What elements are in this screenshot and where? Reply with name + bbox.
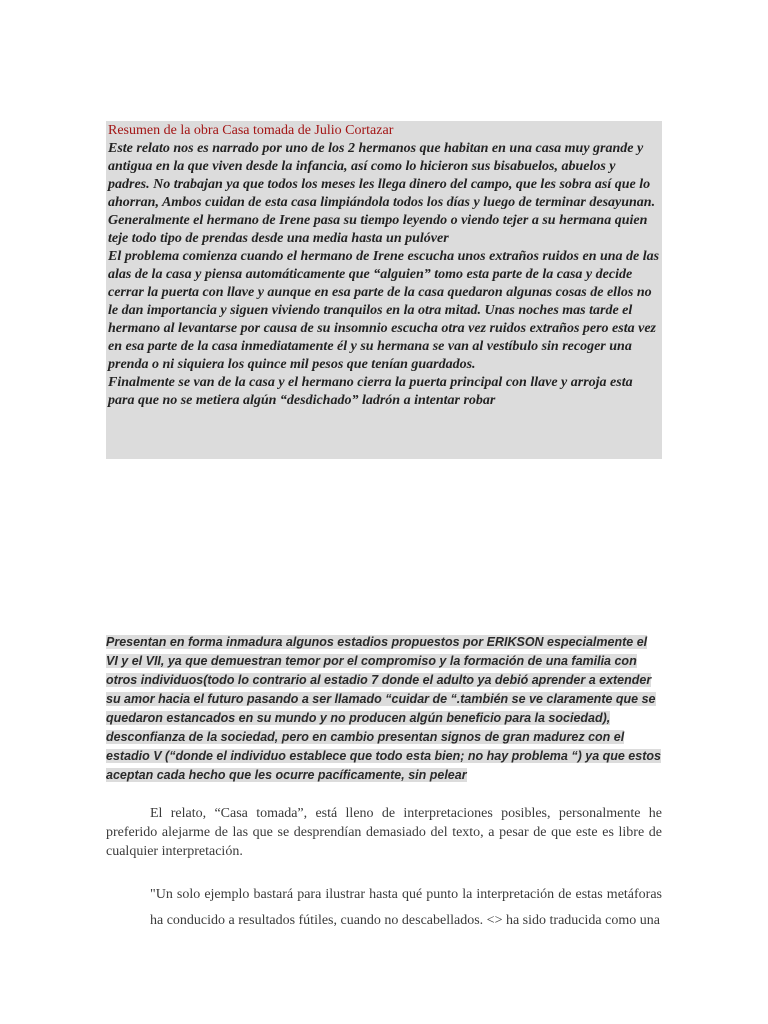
summary-title: Resumen de la obra Casa tomada de Julio Cortazar: [108, 123, 394, 138]
erikson-text: Presentan en forma inmadura algunos estadios propuestos por ERIKSON especialmente el VI y el VII, ya que demuestran temor por el compromiso y la formación de una familia con otros individuos(todo lo contrario al estadio 7 donde el adulto ya debió aprender a extender su amor hacia el futuro pasando a ser llamado “cuidar de “.también se ve claramente que se quedaron estancados en su mundo y no producen algún beneficio para la sociedad), desconfianza de la sociedad, pero en cambio presentan signos de gran madurez con el estadio V (“donde el individuo establece que todo esta bien; no hay problema “) ya que estos aceptan cada hecho que les ocurre pacíficamente, sin pelear: [106, 635, 661, 782]
erikson-paragraph: [106, 633, 662, 785]
body-paragraph: El relato, “Casa tomada”, está lleno de interpretaciones posibles, personalmente he preferido alejarme de las que se desprendían demasiado del texto, a pesar de que este es libre de cualquier interpretación.: [106, 806, 662, 859]
summary-paragraph-1: Este relato nos es narrado por uno de los 2 hermanos que habitan en una casa muy grande y antigua en la que viven desde la infancia, así como lo hicieron sus bisabuelos, abuelos y padres. No trabajan ya que todos los meses les llega dinero del campo, que les sobra así que lo ahorran, Ambos cuidan de esta casa limpiándola todos los días y luego de terminar desayunan. Generalmente el hermano de Irene pasa su tiempo leyendo o viendo tejer a su hermana quien teje todo tipo de prendas desde una media hasta un pulóver: [108, 141, 656, 246]
summary-highlight-box: [106, 121, 662, 459]
summary-paragraph-2: El problema comienza cuando el hermano de Irene escucha unos extraños ruidos en una de las alas de la casa y piensa automáticamente que “alguien” tomo esta parte de la casa y decide cerrar la puerta con llave y aunque en esa parte de la casa quedaron algunas cosas de ellos no le dan importancia y siguen viviendo tranquilos en la otra mitad. Unas noches mas tarde el hermano al levantarse por causa de su insomnio escucha otra vez ruidos extraños pero esta vez en esa parte de la casa inmediatamente él y su hermana se van al vestíbulo sin recoger una prenda o ni siquiera los quince mil pesos que tenían guardados.: [108, 249, 660, 372]
quote-paragraph: "Un solo ejemplo bastará para ilustrar hasta qué punto la interpretación de estas metáforas ha conducido a resultados fútiles, cuando no descabellados. <> ha sido traducida como una: [150, 887, 662, 928]
summary-paragraph-3: Finalmente se van de la casa y el hermano cierra la puerta principal con llave y arroja esta para que no se metiera algún “desdichado” ladrón a intentar robar: [108, 375, 633, 408]
